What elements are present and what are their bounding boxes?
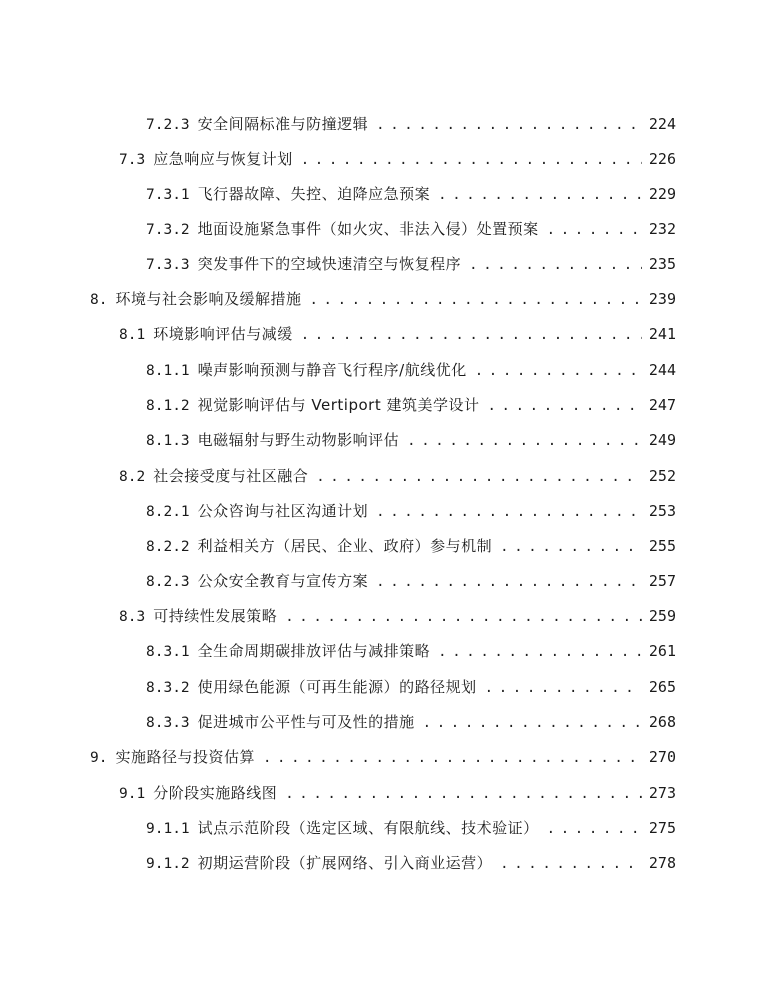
- toc-entry-page: 275: [648, 819, 676, 837]
- toc-entry-number: 8.3.2: [146, 680, 190, 696]
- toc-entry-page: 241: [648, 325, 676, 343]
- toc-entry-number: 8.1.1: [146, 363, 190, 379]
- toc-entry-number: 9.1.2: [146, 856, 190, 872]
- toc-entry-8-2-3[interactable]: [146, 568, 676, 594]
- toc-entry-8-2-2[interactable]: [146, 533, 676, 559]
- toc-entry-page: 232: [648, 220, 676, 238]
- dot-leader: [376, 112, 642, 138]
- toc-entry-7-3-2[interactable]: [146, 216, 676, 242]
- toc-entry-title: 噪声影响预测与静音飞行程序/航线优化: [197, 361, 467, 379]
- toc-entry-number: 8.3.3: [146, 715, 190, 731]
- toc-entry-number: 8.3.1: [146, 644, 190, 660]
- toc-entry-8-3-2[interactable]: [146, 674, 676, 700]
- toc-entry-7-3-3[interactable]: [146, 251, 676, 277]
- toc-entry-number: 8.2.1: [146, 504, 190, 520]
- toc-entry-page: 255: [648, 537, 676, 555]
- dot-leader: [438, 182, 642, 208]
- dot-leader: [438, 639, 642, 665]
- toc-entry-page: 273: [648, 784, 676, 802]
- toc-entry-page: 226: [648, 150, 676, 168]
- toc-entry-8-1-1[interactable]: [146, 357, 676, 383]
- toc-entry-number: 9.1.1: [146, 821, 190, 837]
- toc-entry-title: 电磁辐射与野生动物影响评估: [197, 431, 400, 449]
- dot-leader: [285, 604, 642, 630]
- toc-entry-title: 可持续性发展策略: [153, 607, 278, 625]
- toc-entry-8-3-3[interactable]: [146, 709, 676, 735]
- dot-leader: [485, 675, 642, 701]
- toc-entry-title: 利益相关方（居民、企业、政府）参与机制: [197, 537, 493, 555]
- toc-entry-page: 261: [648, 642, 676, 660]
- toc-entry-title: 使用绿色能源（可再生能源）的路径规划: [197, 678, 477, 696]
- toc-entry-title: 地面设施紧急事件（如火灾、非法入侵）处置预案: [197, 220, 539, 238]
- toc-entry-8-2[interactable]: [119, 463, 676, 489]
- dot-leader: [309, 287, 642, 313]
- dot-leader: [376, 569, 642, 595]
- toc-entry-8-1[interactable]: [119, 321, 676, 347]
- toc-entry-9-1-1[interactable]: [146, 815, 676, 841]
- toc-entry-page: 265: [648, 678, 676, 696]
- toc-entry-number: 7.3.1: [146, 187, 190, 203]
- toc-entry-page: 257: [648, 572, 676, 590]
- toc-entry-7-3[interactable]: [119, 146, 676, 172]
- toc-entry-title: 安全间隔标准与防撞逻辑: [197, 115, 369, 133]
- toc-entry-page: 278: [648, 854, 676, 872]
- toc-entry-page: 244: [648, 361, 676, 379]
- toc-entry-8-1-2[interactable]: [146, 392, 676, 418]
- toc-entry-title: 环境影响评估与减缓: [153, 325, 293, 343]
- dot-leader: [469, 252, 642, 278]
- toc-entry-page: 229: [648, 185, 676, 203]
- toc-entry-title: 初期运营阶段（扩展网络、引入商业运营）: [197, 854, 493, 872]
- dot-leader: [547, 217, 642, 243]
- toc-entry-7-2-3[interactable]: [146, 111, 676, 137]
- toc-entry-page: 259: [648, 607, 676, 625]
- dot-leader: [475, 358, 642, 384]
- toc-entry-title: 视觉影响评估与 Vertiport 建筑美学设计: [197, 396, 480, 414]
- toc-entry-number: 8.1.2: [146, 398, 190, 414]
- toc-entry-7-3-1[interactable]: [146, 181, 676, 207]
- toc-entry-number: 8.: [90, 292, 108, 308]
- dot-leader: [547, 816, 642, 842]
- toc-entry-8[interactable]: [90, 286, 676, 312]
- toc-entry-title: 公众安全教育与宣传方案: [197, 572, 369, 590]
- toc-entry-title: 分阶段实施路线图: [153, 784, 278, 802]
- toc-entry-8-3[interactable]: [119, 603, 676, 629]
- toc-entry-number: 7.3: [119, 152, 146, 168]
- toc-entry-number: 7.2.3: [146, 117, 190, 133]
- toc-entry-number: 7.3.2: [146, 222, 190, 238]
- toc-entry-title: 突发事件下的空域快速清空与恢复程序: [197, 255, 462, 273]
- dot-leader: [263, 745, 642, 771]
- toc-entry-8-1-3[interactable]: [146, 427, 676, 453]
- toc-entry-page: 252: [648, 467, 676, 485]
- toc-entry-8-2-1[interactable]: [146, 498, 676, 524]
- dot-leader: [487, 393, 642, 419]
- toc-entry-number: 8.1.3: [146, 433, 190, 449]
- toc-entry-page: 239: [648, 290, 676, 308]
- toc-entry-title: 促进城市公平性与可及性的措施: [197, 713, 415, 731]
- toc-entry-title: 实施路径与投资估算: [115, 748, 255, 766]
- toc-entry-number: 9.: [90, 750, 108, 766]
- toc-entry-number: 7.3.3: [146, 257, 190, 273]
- dot-leader: [500, 534, 642, 560]
- toc-entry-number: 8.1: [119, 327, 146, 343]
- toc-entry-title: 试点示范阶段（选定区域、有限航线、技术验证）: [197, 819, 539, 837]
- toc-entry-page: 249: [648, 431, 676, 449]
- toc-entry-title: 社会接受度与社区融合: [153, 467, 309, 485]
- toc-entry-number: 8.2.3: [146, 574, 190, 590]
- toc-entry-title: 环境与社会影响及缓解措施: [115, 290, 302, 308]
- dot-leader: [500, 851, 642, 877]
- toc-entry-page: 224: [648, 115, 676, 133]
- dot-leader: [301, 147, 642, 173]
- toc-entry-9-1[interactable]: [119, 780, 676, 806]
- toc-entry-page: 268: [648, 713, 676, 731]
- toc-entry-page: 253: [648, 502, 676, 520]
- toc-entry-number: 8.2.2: [146, 539, 190, 555]
- toc-entry-number: 8.3: [119, 609, 146, 625]
- toc-entry-page: 235: [648, 255, 676, 273]
- toc-entry-page: 270: [648, 748, 676, 766]
- toc-entry-title: 应急响应与恢复计划: [153, 150, 293, 168]
- toc-entry-8-3-1[interactable]: [146, 638, 676, 664]
- dot-leader: [301, 322, 642, 348]
- dot-leader: [285, 781, 642, 807]
- toc-entry-page: 247: [648, 396, 676, 414]
- dot-leader: [376, 499, 642, 525]
- toc-entry-title: 公众咨询与社区沟通计划: [197, 502, 369, 520]
- toc-entry-number: 9.1: [119, 786, 146, 802]
- dot-leader: [423, 710, 642, 736]
- dot-leader: [407, 428, 642, 454]
- toc-entry-number: 8.2: [119, 469, 146, 485]
- toc-entry-9-1-2[interactable]: [146, 850, 676, 876]
- toc-entry-9[interactable]: [90, 744, 676, 770]
- dot-leader: [316, 464, 642, 490]
- toc-entry-title: 飞行器故障、失控、迫降应急预案: [197, 185, 431, 203]
- toc-entry-title: 全生命周期碳排放评估与减排策略: [197, 642, 431, 660]
